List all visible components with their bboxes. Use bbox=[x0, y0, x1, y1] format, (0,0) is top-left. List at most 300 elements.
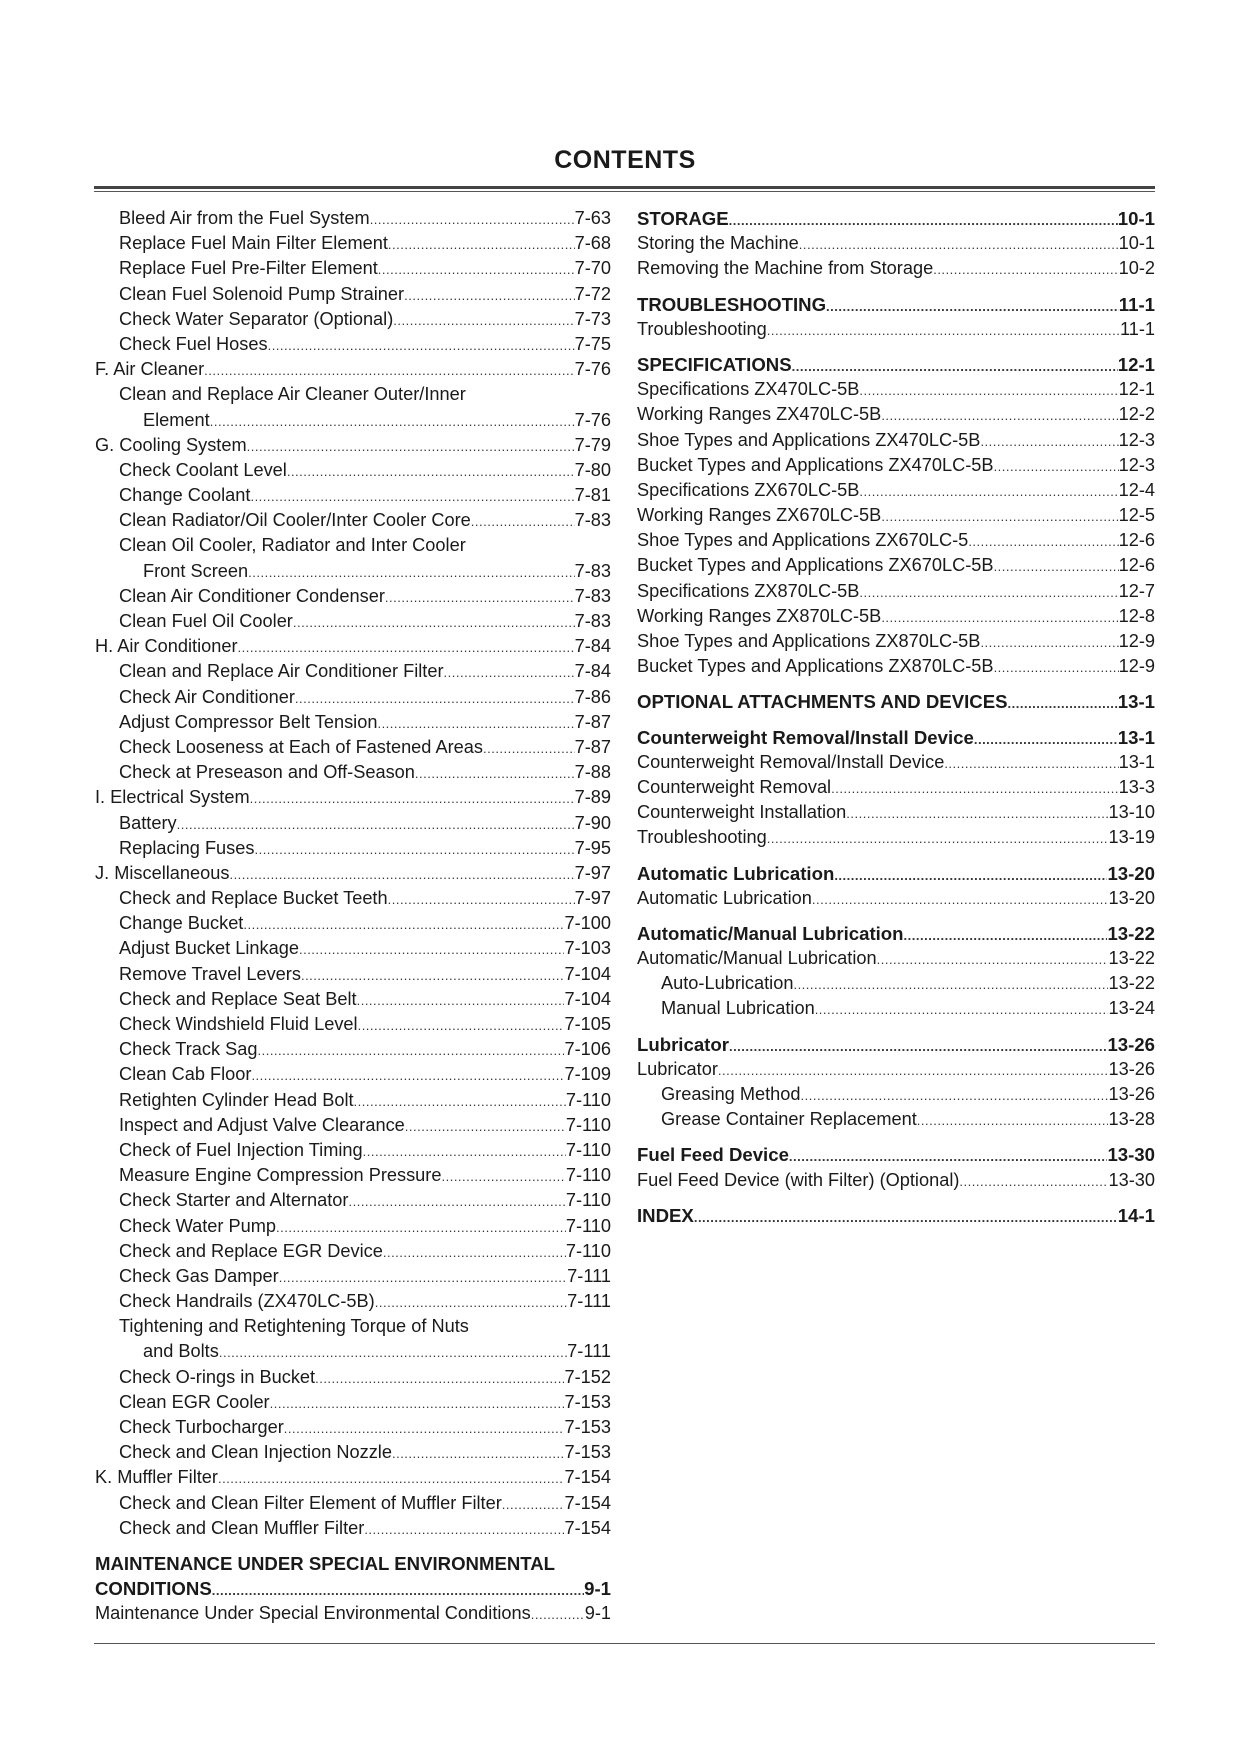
toc-entry[interactable] bbox=[95, 1390, 611, 1415]
toc-entry[interactable] bbox=[95, 962, 611, 987]
toc-page-number: 13-1 bbox=[1117, 726, 1155, 748]
toc-entry-title: CONDITIONS bbox=[95, 1578, 212, 1600]
toc-entry-title: Counterweight Removal/Install Device bbox=[637, 751, 945, 772]
toc-entry-title: Auto-Lubrication bbox=[661, 973, 794, 994]
toc-dot-leader bbox=[980, 429, 1118, 454]
toc-dot-leader bbox=[375, 1290, 567, 1315]
toc-page-number: 13-20 bbox=[1107, 862, 1155, 884]
toc-entry[interactable] bbox=[95, 1088, 611, 1113]
toc-dot-leader bbox=[204, 358, 574, 383]
toc-dot-leader bbox=[257, 1038, 564, 1063]
toc-entry[interactable] bbox=[95, 1163, 611, 1188]
toc-entry-title: Automatic Lubrication bbox=[637, 887, 812, 908]
toc-entry[interactable] bbox=[95, 1214, 611, 1239]
toc-entry-title: Greasing Method bbox=[661, 1084, 801, 1104]
toc-entry[interactable] bbox=[95, 1037, 611, 1062]
toc-entry-title: Specifications ZX670LC-5B bbox=[637, 479, 860, 500]
toc-page-number: 7-88 bbox=[574, 762, 611, 783]
toc-dot-leader bbox=[247, 434, 575, 459]
toc-dot-leader bbox=[767, 826, 1109, 851]
toc-entry-title: Counterweight Removal/Install Device bbox=[637, 726, 974, 748]
toc-entry-title: Automatic/Manual Lubrication bbox=[637, 922, 904, 944]
toc-entry-title: Change Bucket bbox=[119, 913, 244, 934]
toc-dot-leader bbox=[789, 1144, 1108, 1169]
toc-entry[interactable] bbox=[95, 382, 611, 407]
toc-entry-title: TROUBLESHOOTING bbox=[637, 293, 827, 315]
toc-section-heading[interactable] bbox=[637, 352, 1155, 377]
toc-page-number: 12-3 bbox=[1118, 454, 1155, 475]
toc-entry-title: Check at Preseason and Off-Season bbox=[119, 762, 415, 783]
toc-entry-title: Working Ranges ZX670LC-5B bbox=[637, 505, 882, 526]
toc-dot-leader bbox=[877, 947, 1109, 972]
toc-entry-title: Counterweight Removal bbox=[637, 776, 832, 797]
toc-section-heading[interactable] bbox=[637, 861, 1155, 886]
toc-page-number: 7-110 bbox=[565, 1240, 611, 1261]
toc-entry[interactable] bbox=[95, 609, 611, 634]
section-gap bbox=[95, 1541, 611, 1551]
toc-entry[interactable] bbox=[637, 231, 1155, 256]
toc-section-heading[interactable] bbox=[637, 725, 1155, 750]
toc-page-number: 12-4 bbox=[1118, 479, 1155, 500]
toc-page-number: 13-26 bbox=[1108, 1084, 1155, 1104]
toc-dot-leader bbox=[812, 887, 1109, 912]
toc-entry-title: STORAGE bbox=[637, 208, 729, 229]
toc-page-number: 13-19 bbox=[1108, 827, 1155, 848]
toc-entry[interactable] bbox=[637, 428, 1155, 453]
toc-entry[interactable] bbox=[637, 604, 1155, 629]
toc-entry[interactable] bbox=[95, 357, 611, 382]
toc-dot-leader bbox=[388, 887, 575, 912]
toc-entry-title: Clean Radiator/Oil Cooler/Inter Cooler Core bbox=[119, 510, 471, 531]
toc-dot-leader bbox=[904, 923, 1108, 948]
toc-entry-title: and Bolts bbox=[143, 1341, 219, 1362]
toc-dot-leader bbox=[1008, 691, 1118, 716]
toc-entry[interactable] bbox=[95, 408, 611, 433]
toc-page-number: 13-22 bbox=[1108, 948, 1155, 969]
toc-entry[interactable] bbox=[637, 503, 1155, 528]
toc-dot-leader bbox=[483, 736, 575, 761]
toc-entry[interactable] bbox=[95, 458, 611, 483]
toc-entry-title: H. Air Conditioner bbox=[95, 636, 238, 657]
toc-left-column bbox=[95, 206, 611, 1627]
header-rule-thick bbox=[94, 186, 1155, 189]
toc-dot-leader bbox=[243, 912, 564, 937]
toc-entry-title: Troubleshooting bbox=[637, 827, 767, 848]
toc-dot-leader bbox=[177, 812, 575, 837]
toc-entry-title: Specifications ZX470LC-5B bbox=[637, 379, 860, 400]
toc-entry[interactable] bbox=[95, 1239, 611, 1264]
toc-dot-leader bbox=[250, 786, 575, 811]
toc-page-number: 7-110 bbox=[565, 1139, 611, 1160]
toc-section-heading[interactable] bbox=[637, 292, 1155, 317]
toc-entry-title: Counterweight Installation bbox=[637, 802, 847, 823]
toc-entry[interactable] bbox=[95, 659, 611, 684]
toc-entry[interactable] bbox=[95, 936, 611, 961]
toc-entry[interactable] bbox=[95, 911, 611, 936]
toc-entry-title: Working Ranges ZX470LC-5B bbox=[637, 404, 882, 425]
toc-entry[interactable] bbox=[95, 685, 611, 710]
toc-entry-title: Clean Fuel Oil Cooler bbox=[119, 611, 293, 631]
toc-entry[interactable] bbox=[95, 1339, 611, 1364]
toc-dot-leader bbox=[859, 479, 1118, 504]
toc-page-number: 12-6 bbox=[1118, 555, 1155, 576]
toc-entry[interactable] bbox=[637, 579, 1155, 604]
toc-dot-leader bbox=[299, 937, 565, 962]
toc-entry-title: Check Handrails (ZX470LC-5B) bbox=[119, 1291, 375, 1312]
toc-entry[interactable] bbox=[637, 317, 1155, 342]
toc-page-number: 7-110 bbox=[565, 1114, 611, 1135]
toc-entry[interactable] bbox=[95, 533, 611, 558]
toc-dot-leader bbox=[270, 1391, 565, 1416]
section-gap bbox=[637, 1193, 1155, 1203]
toc-dot-leader bbox=[471, 509, 575, 534]
toc-entry-title: Clean Air Conditioner Condenser bbox=[119, 585, 385, 606]
toc-entry-title: Check and Clean Filter Element of Muffler Filter bbox=[119, 1492, 502, 1513]
toc-page-number: 13-30 bbox=[1108, 1169, 1155, 1190]
toc-dot-leader bbox=[254, 837, 574, 862]
toc-entry[interactable] bbox=[637, 629, 1155, 654]
toc-page-number: 13-24 bbox=[1108, 998, 1155, 1019]
toc-page-number: 7-154 bbox=[564, 1517, 611, 1538]
toc-page-number: 12-7 bbox=[1118, 580, 1155, 601]
toc-page-number: 13-20 bbox=[1108, 887, 1155, 908]
toc-page-number: 13-22 bbox=[1107, 922, 1155, 944]
toc-dot-leader bbox=[793, 972, 1108, 997]
toc-entry[interactable] bbox=[95, 1138, 611, 1163]
toc-entry[interactable] bbox=[95, 1062, 611, 1087]
toc-page-number: 7-75 bbox=[574, 333, 611, 354]
toc-entry-title: Check and Clean Muffler Filter bbox=[119, 1517, 365, 1538]
toc-section-heading[interactable] bbox=[637, 1032, 1155, 1057]
toc-dot-leader bbox=[994, 655, 1119, 680]
toc-entry[interactable] bbox=[637, 750, 1155, 775]
toc-dot-leader bbox=[315, 1366, 564, 1391]
toc-entry[interactable] bbox=[637, 1057, 1155, 1082]
toc-page-number: 7-79 bbox=[574, 434, 611, 455]
toc-entry-title: Automatic/Manual Lubrication bbox=[637, 948, 877, 969]
toc-entry[interactable] bbox=[95, 256, 611, 281]
toc-entry[interactable] bbox=[95, 559, 611, 584]
toc-dot-leader bbox=[994, 554, 1119, 579]
toc-page-number: 7-152 bbox=[564, 1366, 611, 1387]
toc-page-number: 7-104 bbox=[564, 988, 611, 1009]
toc-entry[interactable] bbox=[637, 377, 1155, 402]
toc-page-number: 7-153 bbox=[564, 1391, 611, 1412]
toc-entry-title: Working Ranges ZX870LC-5B bbox=[637, 605, 882, 626]
toc-page-number: 12-1 bbox=[1117, 353, 1155, 375]
toc-page-number: 7-76 bbox=[574, 409, 611, 430]
toc-dot-leader bbox=[357, 988, 565, 1013]
toc-page-number: 12-1 bbox=[1118, 379, 1155, 400]
toc-entry[interactable] bbox=[95, 307, 611, 332]
toc-page-number: 7-111 bbox=[567, 1265, 611, 1286]
toc-entry[interactable] bbox=[637, 825, 1155, 850]
toc-entry-title: Check Fuel Hoses bbox=[119, 333, 268, 354]
toc-entry-title: Removing the Machine from Storage bbox=[637, 258, 934, 279]
section-gap bbox=[637, 679, 1155, 689]
toc-entry[interactable] bbox=[95, 1012, 611, 1037]
toc-entry[interactable] bbox=[95, 836, 611, 861]
toc-dot-leader bbox=[238, 635, 575, 660]
toc-entry-title: Specifications ZX870LC-5B bbox=[637, 580, 860, 601]
toc-page-number: 7-110 bbox=[565, 1165, 611, 1186]
toc-page-number: 12-5 bbox=[1118, 505, 1155, 526]
toc-entry[interactable] bbox=[95, 282, 611, 307]
toc-entry-title: Manual Lubrication bbox=[661, 998, 815, 1019]
toc-entry[interactable] bbox=[637, 453, 1155, 478]
toc-page-number: 10-2 bbox=[1118, 258, 1155, 279]
toc-entry-title: Shoe Types and Applications ZX870LC-5B bbox=[637, 631, 981, 651]
toc-entry[interactable] bbox=[95, 1440, 611, 1465]
toc-page-number: 7-106 bbox=[564, 1039, 611, 1060]
toc-dot-leader bbox=[212, 1578, 584, 1603]
toc-dot-leader bbox=[415, 761, 575, 786]
toc-entry[interactable] bbox=[637, 996, 1155, 1021]
toc-dot-leader bbox=[881, 605, 1118, 630]
toc-entry[interactable] bbox=[95, 508, 611, 533]
toc-entry-title: Check Water Pump bbox=[119, 1215, 276, 1236]
page-title: CONTENTS bbox=[554, 146, 696, 174]
toc-entry[interactable] bbox=[95, 886, 611, 911]
toc-entry[interactable] bbox=[637, 256, 1155, 281]
toc-entry[interactable] bbox=[637, 800, 1155, 825]
toc-entry-title: Bucket Types and Applications ZX470LC-5B bbox=[637, 454, 994, 475]
toc-dot-leader bbox=[354, 1089, 566, 1114]
toc-entry-title: Tightening and Retightening Torque of Nuts bbox=[119, 1316, 469, 1337]
toc-entry[interactable] bbox=[637, 1107, 1155, 1132]
toc-page-number: 11-1 bbox=[1119, 318, 1155, 339]
toc-dot-leader bbox=[268, 333, 575, 358]
toc-entry[interactable] bbox=[95, 1365, 611, 1390]
toc-page-number: 12-6 bbox=[1118, 530, 1155, 551]
toc-dot-leader bbox=[968, 529, 1118, 554]
toc-page-number: 12-9 bbox=[1118, 656, 1155, 677]
toc-dot-leader bbox=[834, 863, 1107, 888]
section-gap bbox=[637, 911, 1155, 921]
toc-entry-title: Clean EGR Cooler bbox=[119, 1391, 270, 1412]
toc-entry[interactable] bbox=[95, 1289, 611, 1314]
toc-entry[interactable] bbox=[637, 528, 1155, 553]
toc-page-number: 7-63 bbox=[574, 208, 611, 228]
toc-entry[interactable] bbox=[637, 654, 1155, 679]
toc-dot-leader bbox=[219, 1340, 567, 1365]
toc-page-number: 7-83 bbox=[574, 611, 611, 631]
toc-dot-leader bbox=[502, 1492, 565, 1517]
toc-entry[interactable] bbox=[95, 760, 611, 785]
toc-page-number: 14-1 bbox=[1117, 1204, 1155, 1226]
toc-dot-leader bbox=[881, 403, 1118, 428]
toc-entry[interactable] bbox=[637, 946, 1155, 971]
toc-entry-title: Check Gas Damper bbox=[119, 1265, 279, 1286]
toc-dot-leader bbox=[980, 630, 1118, 655]
toc-dot-leader bbox=[792, 354, 1118, 379]
toc-page-number: 7-110 bbox=[565, 1190, 611, 1211]
toc-entry[interactable] bbox=[95, 483, 611, 508]
toc-page-number: 10-1 bbox=[1117, 208, 1155, 229]
toc-page-number: 7-153 bbox=[564, 1442, 611, 1463]
toc-dot-leader bbox=[917, 1108, 1109, 1133]
toc-entry[interactable] bbox=[95, 785, 611, 810]
section-gap bbox=[637, 342, 1155, 352]
toc-entry[interactable] bbox=[95, 433, 611, 458]
toc-entry[interactable] bbox=[95, 231, 611, 256]
toc-page-number: 12-2 bbox=[1118, 404, 1155, 425]
toc-page-number: 13-28 bbox=[1108, 1109, 1155, 1130]
toc-section-heading[interactable] bbox=[637, 1142, 1155, 1167]
toc-entry[interactable] bbox=[95, 1188, 611, 1213]
toc-entry-title: Adjust Compressor Belt Tension bbox=[119, 711, 378, 732]
footer-rule bbox=[94, 1643, 1155, 1644]
toc-dot-leader bbox=[881, 504, 1118, 529]
toc-entry[interactable] bbox=[637, 402, 1155, 427]
toc-entry[interactable] bbox=[95, 332, 611, 357]
toc-right-column bbox=[637, 206, 1155, 1228]
toc-entry[interactable] bbox=[637, 971, 1155, 996]
toc-section-heading[interactable] bbox=[95, 1576, 611, 1601]
toc-entry-title: I. Electrical System bbox=[95, 787, 250, 808]
toc-page-number: 12-8 bbox=[1118, 605, 1155, 626]
toc-dot-leader bbox=[210, 409, 575, 434]
toc-dot-leader bbox=[348, 1189, 565, 1214]
toc-page-number: 7-81 bbox=[574, 485, 611, 506]
section-gap bbox=[637, 1132, 1155, 1142]
toc-dot-leader bbox=[831, 776, 1118, 801]
toc-entry[interactable] bbox=[95, 1465, 611, 1490]
toc-entry[interactable] bbox=[637, 478, 1155, 503]
toc-entry[interactable] bbox=[95, 584, 611, 609]
toc-entry[interactable] bbox=[95, 1415, 611, 1440]
toc-entry-title: Fuel Feed Device bbox=[637, 1144, 789, 1166]
toc-entry[interactable] bbox=[95, 1113, 611, 1138]
toc-entry-title: Replace Fuel Main Filter Element bbox=[119, 233, 388, 254]
toc-entry[interactable] bbox=[637, 1082, 1155, 1107]
toc-entry[interactable] bbox=[95, 1601, 611, 1626]
toc-dot-leader bbox=[859, 378, 1118, 403]
toc-dot-leader bbox=[826, 294, 1119, 319]
toc-entry[interactable] bbox=[95, 1516, 611, 1541]
toc-entry-title: Check Track Sag bbox=[119, 1039, 258, 1060]
toc-entry[interactable] bbox=[637, 775, 1155, 800]
toc-entry-title: Clean Oil Cooler, Radiator and Inter Cooler bbox=[119, 535, 466, 556]
toc-entry-title: Check of Fuel Injection Timing bbox=[119, 1139, 363, 1160]
toc-page-number: 7-97 bbox=[574, 888, 611, 909]
toc-entry[interactable] bbox=[637, 886, 1155, 911]
toc-entry-title: Adjust Bucket Linkage bbox=[119, 938, 299, 959]
toc-entry-title: Storing the Machine bbox=[637, 233, 799, 254]
toc-page-number: 12-3 bbox=[1118, 429, 1155, 450]
toc-dot-leader bbox=[444, 660, 575, 685]
toc-dot-leader bbox=[364, 1517, 564, 1542]
toc-entry-title: Grease Container Replacement bbox=[661, 1109, 917, 1130]
toc-entry-title: Bucket Types and Applications ZX870LC-5B bbox=[637, 656, 994, 677]
toc-section-heading[interactable] bbox=[637, 1203, 1155, 1228]
toc-page-number: 9-1 bbox=[584, 1578, 611, 1600]
toc-dot-leader bbox=[393, 308, 574, 333]
toc-page-number: 7-89 bbox=[574, 787, 611, 808]
toc-page-number: 7-80 bbox=[574, 459, 611, 480]
toc-page-number: 13-3 bbox=[1118, 776, 1155, 797]
toc-dot-leader bbox=[815, 997, 1109, 1022]
toc-section-heading[interactable] bbox=[637, 206, 1155, 231]
toc-dot-leader bbox=[276, 1215, 566, 1240]
toc-entry[interactable] bbox=[95, 710, 611, 735]
toc-dot-leader bbox=[801, 1083, 1109, 1108]
toc-dot-leader bbox=[974, 727, 1118, 752]
toc-entry[interactable] bbox=[637, 553, 1155, 578]
toc-entry-title: Shoe Types and Applications ZX670LC-5 bbox=[637, 530, 969, 551]
toc-dot-leader bbox=[392, 1441, 565, 1466]
toc-entry-title: Troubleshooting bbox=[637, 318, 767, 339]
toc-entry[interactable] bbox=[95, 1491, 611, 1516]
toc-page-number: 7-95 bbox=[574, 837, 611, 858]
toc-entry-title: Lubricator bbox=[637, 1033, 729, 1055]
toc-page-number: 12-9 bbox=[1118, 631, 1155, 651]
toc-page-number: 7-103 bbox=[564, 938, 611, 959]
toc-entry-title: Check Windshield Fluid Level bbox=[119, 1014, 358, 1034]
toc-dot-leader bbox=[531, 1602, 585, 1627]
toc-entry[interactable] bbox=[95, 735, 611, 760]
toc-entry[interactable] bbox=[95, 861, 611, 886]
toc-entry-title: Measure Engine Compression Pressure bbox=[119, 1165, 442, 1186]
toc-page-number: 7-97 bbox=[574, 862, 611, 883]
toc-section-heading[interactable]: MAINTENANCE UNDER SPECIAL ENVIRONMENTAL bbox=[95, 1552, 556, 1574]
toc-page-number: 7-86 bbox=[574, 686, 611, 707]
toc-page-number: 7-111 bbox=[567, 1341, 611, 1362]
toc-page-number: 7-90 bbox=[574, 812, 611, 833]
toc-entry[interactable] bbox=[95, 811, 611, 836]
toc-entry-title: J. Miscellaneous bbox=[95, 862, 230, 883]
toc-entry[interactable] bbox=[637, 1168, 1155, 1193]
toc-section-heading[interactable] bbox=[637, 921, 1155, 946]
toc-entry-title: Bucket Types and Applications ZX670LC-5B bbox=[637, 555, 994, 576]
toc-page-number: 7-83 bbox=[574, 510, 611, 531]
toc-dot-leader bbox=[279, 1265, 567, 1290]
toc-entry[interactable] bbox=[95, 1314, 611, 1339]
toc-entry-title: K. Muffler Filter bbox=[95, 1467, 218, 1488]
toc-entry[interactable] bbox=[95, 1264, 611, 1289]
toc-dot-leader bbox=[251, 1063, 564, 1088]
toc-page-number: 11-1 bbox=[1118, 293, 1155, 315]
toc-dot-leader bbox=[358, 1013, 565, 1038]
toc-entry[interactable] bbox=[95, 987, 611, 1012]
toc-section-heading[interactable] bbox=[637, 689, 1155, 714]
toc-page-number: 7-110 bbox=[565, 1215, 611, 1236]
toc-entry-title: Check Water Separator (Optional) bbox=[119, 308, 394, 329]
toc-dot-leader bbox=[994, 454, 1119, 479]
toc-entry[interactable] bbox=[95, 206, 611, 231]
toc-entry[interactable] bbox=[95, 634, 611, 659]
toc-dot-leader bbox=[250, 484, 574, 509]
toc-page-number: 7-73 bbox=[574, 308, 611, 329]
toc-page-number: 7-72 bbox=[574, 283, 611, 304]
toc-entry-title: Check Looseness at Each of Fastened Areas bbox=[119, 736, 483, 757]
toc-page-number: 7-87 bbox=[574, 711, 611, 732]
toc-page-number: 7-83 bbox=[574, 560, 611, 581]
toc-dot-leader bbox=[729, 208, 1118, 233]
toc-entry-title: Check and Replace Seat Belt bbox=[119, 988, 357, 1009]
toc-dot-leader bbox=[405, 1114, 566, 1139]
toc-dot-leader bbox=[229, 862, 574, 887]
toc-page-number: 13-22 bbox=[1108, 973, 1155, 994]
toc-dot-leader bbox=[363, 1139, 566, 1164]
toc-page-number: 7-84 bbox=[574, 661, 611, 682]
toc-dot-leader bbox=[295, 686, 575, 711]
toc-entry-title: INDEX bbox=[637, 1204, 694, 1226]
toc-dot-leader bbox=[729, 1034, 1107, 1059]
toc-dot-leader bbox=[293, 610, 575, 635]
toc-page-number: 7-76 bbox=[574, 359, 611, 380]
toc-page-number: 7-68 bbox=[574, 233, 611, 254]
